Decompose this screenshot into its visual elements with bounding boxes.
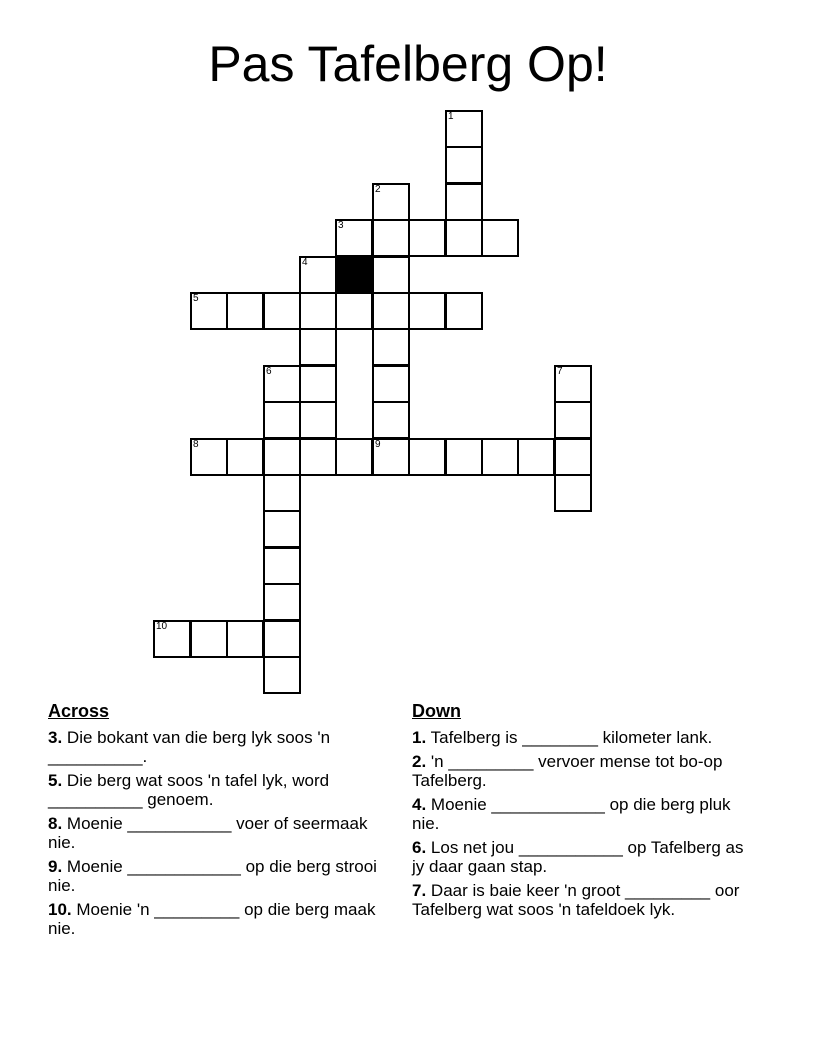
grid-cell[interactable] [372, 256, 410, 294]
clue-text: Daar is baie keer 'n groot _________ oor Tafelberg wat soos 'n tafeldoek lyk. [412, 881, 740, 919]
clue-text: Moenie ____________ op die berg pluk nie. [412, 795, 731, 833]
grid-cell[interactable] [263, 510, 301, 548]
grid-block [335, 256, 373, 294]
clue-text: Die bokant van die berg lyk soos 'n __________. [48, 728, 331, 766]
grid-cell[interactable] [299, 256, 337, 294]
grid-cell[interactable] [445, 110, 483, 148]
grid-cell[interactable] [372, 292, 410, 330]
grid-cell[interactable] [408, 292, 446, 330]
grid-cell[interactable] [445, 292, 483, 330]
clue-across-9 [48, 857, 393, 895]
clue-text: Moenie ____________ op die berg strooi nie. [48, 857, 377, 895]
grid-cell[interactable] [263, 474, 301, 512]
clue-text: 'n _________ vervoer mense tot bo-op Tafelberg. [412, 752, 723, 790]
cell-number: 6 [266, 366, 272, 377]
across-clues [48, 700, 393, 943]
grid-cell[interactable] [554, 474, 592, 512]
grid-cell[interactable] [445, 146, 483, 184]
clue-across-3 [48, 728, 393, 766]
grid-cell[interactable] [299, 438, 337, 476]
grid-cell[interactable] [372, 219, 410, 257]
clue-number: 3. [48, 728, 63, 747]
grid-cell[interactable] [263, 547, 301, 585]
grid-cell[interactable] [299, 401, 337, 439]
grid-cell[interactable] [372, 438, 410, 476]
clue-across-8 [48, 814, 393, 852]
clue-number: 5. [48, 771, 63, 790]
grid-cell[interactable] [226, 620, 264, 658]
grid-cell[interactable] [372, 183, 410, 221]
grid-cell[interactable] [153, 620, 191, 658]
grid-cell[interactable] [335, 438, 373, 476]
grid-cell[interactable] [554, 365, 592, 403]
grid-cell[interactable] [190, 292, 228, 330]
clue-across-5 [48, 771, 393, 809]
grid-cell[interactable] [263, 656, 301, 694]
grid-cell[interactable] [481, 438, 519, 476]
grid-cell[interactable] [299, 292, 337, 330]
grid-cell[interactable] [263, 292, 301, 330]
clue-text: Tafelberg is ________ kilometer lank. [430, 728, 713, 747]
grid-cell[interactable] [445, 219, 483, 257]
clue-number: 1. [412, 728, 427, 747]
cell-number: 8 [193, 439, 199, 450]
puzzle-title: Pas Tafelberg Op! [208, 36, 608, 92]
grid-cell[interactable] [408, 219, 446, 257]
grid-cell[interactable] [299, 365, 337, 403]
across-heading: Across [48, 701, 110, 721]
clue-number: 2. [412, 752, 427, 771]
grid-cell[interactable] [445, 183, 483, 221]
clue-number: 9. [48, 857, 63, 876]
cell-number: 10 [156, 621, 168, 632]
grid-cell[interactable] [517, 438, 555, 476]
clue-number: 7. [412, 881, 427, 900]
down-clues [412, 700, 757, 924]
cell-number: 1 [448, 111, 454, 122]
clue-number: 4. [412, 795, 427, 814]
clue-number: 8. [48, 814, 63, 833]
grid-cell[interactable] [372, 365, 410, 403]
cell-number: 9 [375, 439, 381, 450]
grid-cell[interactable] [226, 292, 264, 330]
grid-cell[interactable] [408, 438, 446, 476]
grid-cell[interactable] [190, 620, 228, 658]
cell-number: 4 [302, 257, 308, 268]
cell-number: 5 [193, 293, 199, 304]
grid-cell[interactable] [263, 583, 301, 621]
grid-cell[interactable] [263, 401, 301, 439]
clue-down-6 [412, 838, 757, 876]
cell-number: 3 [338, 220, 344, 231]
clue-text: Moenie ___________ voer of seermaak nie. [48, 814, 368, 852]
clue-text: Die berg wat soos 'n tafel lyk, word __________ genoem. [48, 771, 330, 809]
grid-cell[interactable] [263, 365, 301, 403]
grid-cell[interactable] [263, 620, 301, 658]
clue-down-7 [412, 881, 757, 919]
grid-cell[interactable] [554, 438, 592, 476]
grid-cell[interactable] [481, 219, 519, 257]
down-heading: Down [412, 701, 461, 721]
grid-cell[interactable] [299, 328, 337, 366]
clue-down-1 [412, 728, 757, 747]
clue-down-4 [412, 795, 757, 833]
grid-cell[interactable] [226, 438, 264, 476]
grid-cell[interactable] [372, 328, 410, 366]
clue-text: Moenie 'n _________ op die berg maak nie. [48, 900, 376, 938]
clue-text: Los net jou ___________ op Tafelberg as jy daar gaan stap. [412, 838, 744, 876]
clue-number: 6. [412, 838, 427, 857]
grid-cell[interactable] [445, 438, 483, 476]
cell-number: 7 [557, 366, 563, 377]
clue-number: 10. [48, 900, 72, 919]
grid-cell[interactable] [335, 219, 373, 257]
grid-cell[interactable] [263, 438, 301, 476]
grid-cell[interactable] [554, 401, 592, 439]
grid-cell[interactable] [335, 292, 373, 330]
grid-cell[interactable] [190, 438, 228, 476]
clue-down-2 [412, 752, 757, 790]
grid-cell[interactable] [372, 401, 410, 439]
clue-across-10 [48, 900, 393, 938]
cell-number: 2 [375, 184, 381, 195]
